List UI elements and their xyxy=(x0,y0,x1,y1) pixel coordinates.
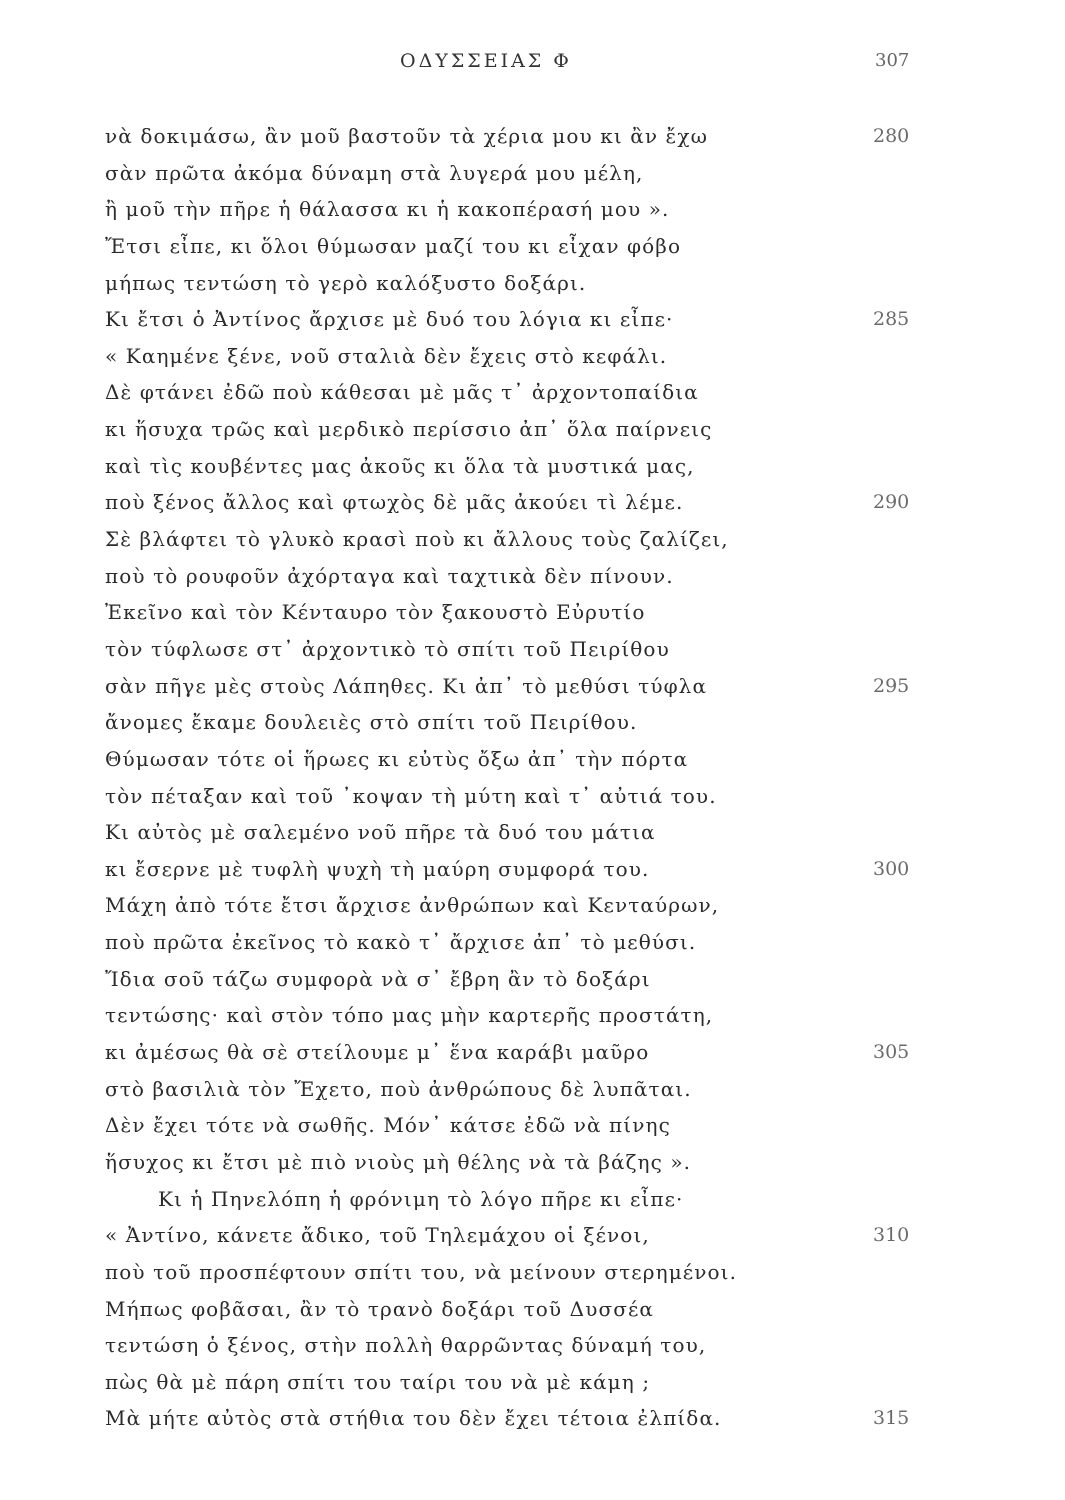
verse-text: Μήπως φοβᾶσαι, ἂν τὸ τρανὸ δοξάρι τοῦ Δυσσέα xyxy=(105,1296,655,1321)
verse-text: πὼς θὰ μὲ πάρη σπίτι του ταίρι του νὰ μὲ κάμη ; xyxy=(105,1369,651,1394)
verse-line xyxy=(0,118,1065,155)
verse-line xyxy=(0,668,1065,705)
verse-line xyxy=(0,1291,1065,1328)
line-number: 315 xyxy=(873,1407,910,1430)
line-number: 280 xyxy=(873,125,910,147)
verse-line xyxy=(0,301,1065,338)
verse-text: ποὺ ξένος ἄλλος καὶ φτωχὸς δὲ μᾶς ἀκούει τὶ λέμε. xyxy=(105,490,684,515)
verse-line xyxy=(0,1034,1065,1071)
verse-text: « Ἀντίνο, κάνετε ἄδικο, τοῦ Τηλεμάχου οἱ ξένοι, xyxy=(105,1223,650,1248)
verse-text: ποὺ τοῦ προσπέφτουν σπίτι του, νὰ μείνουν στερημένοι. xyxy=(105,1259,738,1284)
verse-text: Μὰ μήτε αὐτὸς στὰ στήθια του δὲν ἔχει τέτοια ἐλπίδα. xyxy=(105,1406,722,1431)
verse-text: Κι ἡ Πηνελόπη ἡ φρόνιμη τὸ λόγο πῆρε κι εἶπε· xyxy=(158,1186,684,1211)
verse-text: Σὲ βλάφτει τὸ γλυκὸ κρασὶ ποὺ κι ἄλλους τοὺς ζαλίζει, xyxy=(105,527,729,552)
verse-line xyxy=(0,1144,1065,1181)
verse-text: Δὲ φτάνει ἐδῶ ποὺ κάθεσαι μὲ μᾶς τ᾿ ἀρχοντοπαίδια xyxy=(105,380,699,405)
verse-text: ἄνομες ἔκαμε δουλειὲς στὸ σπίτι τοῦ Πειρίθου. xyxy=(105,710,638,735)
verse-text: τεντώσης· καὶ στὸν τόπο μας μὴν καρτερῆς προστάτη, xyxy=(105,1003,714,1028)
running-title: ΟΔΥΣΣΕΙΑΣ Φ xyxy=(400,50,572,72)
verse-text: Κι αὐτὸς μὲ σαλεμένο νοῦ πῆρε τὰ δυό του μάτια xyxy=(105,820,656,845)
verse-line xyxy=(0,594,1065,631)
verse-text: Ἐκεῖνο καὶ τὸν Κένταυρο τὸν ξακουστὸ Εὐρυτίο xyxy=(105,600,646,625)
verse-line xyxy=(0,704,1065,741)
verse-text: τεντώση ὁ ξένος, στὴν πολλὴ θαρρῶντας δύναμή του, xyxy=(105,1333,707,1358)
line-number: 285 xyxy=(873,308,910,331)
verse-text: Μάχη ἀπὸ τότε ἔτσι ἄρχισε ἀνθρώπων καὶ Κενταύρων, xyxy=(105,893,720,918)
verse-text: μήπως τεντώση τὸ γερὸ καλόξυστο δοξάρι. xyxy=(105,270,587,295)
verse-text: Ἔτσι εἶπε, κι ὅλοι θύμωσαν μαζί του κι εἶχαν φόβο xyxy=(105,233,682,258)
verse-text: ποὺ τὸ ρουφοῦν ἀχόρταγα καὶ ταχτικὰ δὲν πίνουν. xyxy=(105,563,674,588)
verse-text: ἥσυχος κι ἔτσι μὲ πιὸ νιοὺς μὴ θέλης νὰ τὰ βάζης ». xyxy=(105,1149,692,1174)
verse-line xyxy=(0,521,1065,558)
line-number: 310 xyxy=(873,1224,910,1247)
verse-text: κι ἀμέσως θὰ σὲ στείλουμε μ᾿ ἕνα καράβι μαῦρο xyxy=(105,1040,650,1065)
line-number: 290 xyxy=(873,491,910,514)
verse-line xyxy=(0,191,1065,228)
verse-line xyxy=(0,1364,1065,1401)
verse-text: τὸν τύφλωσε στ᾿ ἀρχοντικὸ τὸ σπίτι τοῦ Πειρίθου xyxy=(105,636,670,661)
verse-text: Δὲν ἔχει τότε νὰ σωθῆς. Μόν᾿ κάτσε ἐδῶ νὰ πίνης xyxy=(105,1113,671,1138)
verse-text: σὰν πρῶτα ἀκόμα δύναμη στὰ λυγερά μου μέλη, xyxy=(105,160,644,185)
verse-text: Κι ἔτσι ὁ Ἀντίνος ἄρχισε μὲ δυό του λόγια κι εἶπε· xyxy=(105,307,674,332)
verse-line xyxy=(0,741,1065,778)
page-number: 307 xyxy=(875,50,910,71)
verse-line xyxy=(0,1254,1065,1291)
verse-line xyxy=(0,448,1065,485)
verse-text: καὶ τὶς κουβέντες μας ἀκοῦς κι ὅλα τὰ μυστικά μας, xyxy=(105,453,695,478)
verse-line xyxy=(0,778,1065,815)
verse-line xyxy=(0,997,1065,1034)
verse-text: τὸν πέταξαν καὶ τοῦ ᾿κοψαν τὴ μύτη καὶ τ᾿ αὐτιά του. xyxy=(105,783,717,808)
verse-line xyxy=(0,1071,1065,1108)
line-number: 300 xyxy=(873,857,910,880)
verse-block xyxy=(0,118,1065,1437)
verse-line xyxy=(0,411,1065,448)
line-number: 295 xyxy=(873,674,910,697)
line-number: 305 xyxy=(873,1041,910,1064)
verse-line xyxy=(0,228,1065,265)
verse-text: Ἴδια σοῦ τάζω συμφορὰ νὰ σ᾿ ἔβρη ἂν τὸ δοξάρι xyxy=(105,966,651,991)
verse-line xyxy=(0,155,1065,192)
verse-text: κι ἔσερνε μὲ τυφλὴ ψυχὴ τὴ μαύρη συμφορά του. xyxy=(105,856,650,881)
page-header xyxy=(0,50,1065,90)
verse-line xyxy=(0,1181,1065,1218)
verse-line xyxy=(0,631,1065,668)
verse-line xyxy=(0,887,1065,924)
verse-line xyxy=(0,1217,1065,1254)
verse-text: κι ἥσυχα τρῶς καὶ μερδικὸ περίσσιο ἀπ᾿ ὅλα παίρνεις xyxy=(105,417,713,442)
verse-line xyxy=(0,924,1065,961)
verse-text: « Καημένε ξένε, νοῦ σταλιὰ δὲν ἔχεις στὸ κεφάλι. xyxy=(105,343,668,368)
verse-text: νὰ δοκιμάσω, ἂν μοῦ βαστοῦν τὰ χέρια μου κι ἂν ἔχω xyxy=(105,124,709,148)
verse-line xyxy=(0,1107,1065,1144)
verse-line xyxy=(0,851,1065,888)
verse-line xyxy=(0,814,1065,851)
verse-text: ἢ μοῦ τὴν πῆρε ἡ θάλασσα κι ἡ κακοπέρασή μου ». xyxy=(105,197,670,222)
verse-line xyxy=(0,1327,1065,1364)
verse-line xyxy=(0,484,1065,521)
verse-text: σὰν πῆγε μὲς στοὺς Λάπηθες. Κι ἀπ᾿ τὸ μεθύσι τύφλα xyxy=(105,673,708,698)
verse-line xyxy=(0,338,1065,375)
verse-text: στὸ βασιλιὰ τὸν Ἔχετο, ποὺ ἀνθρώπους δὲ λυπᾶται. xyxy=(105,1076,692,1101)
verse-line xyxy=(0,374,1065,411)
verse-line xyxy=(0,558,1065,595)
verse-line xyxy=(0,961,1065,998)
verse-text: ποὺ πρῶτα ἐκεῖνος τὸ κακὸ τ᾿ ἄρχισε ἀπ᾿ τὸ μεθύσι. xyxy=(105,930,697,955)
verse-text: Θύμωσαν τότε οἱ ἥρωες κι εὐτὺς ὄξω ἀπ᾿ τὴν πόρτα xyxy=(105,746,689,771)
verse-line xyxy=(0,1400,1065,1437)
verse-line xyxy=(0,265,1065,302)
